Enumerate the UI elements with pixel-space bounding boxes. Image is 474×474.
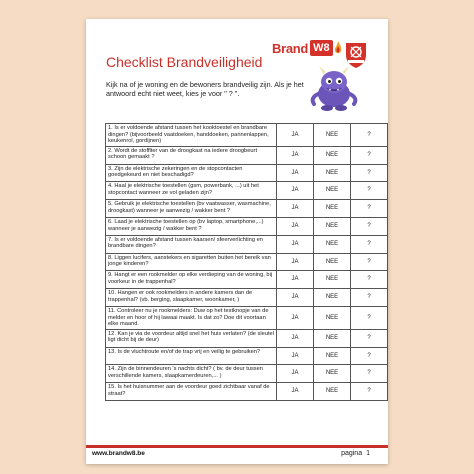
- question-text: 10. Hangen er ook rookmelders in andere kamers dan de trappenhal? (vb. berging, slaapkamer, woonkamer, ): [106, 289, 277, 307]
- checklist-table: [105, 123, 388, 401]
- answer-nee-cell[interactable]: NEE: [314, 164, 351, 182]
- question-text: 11. Controleer nu je rookmelders: Duw op het testknopje van de melder en hoor of hij lawaai maakt. Is dat zo? Doe dit voortaan elke maand.: [106, 306, 277, 329]
- answer-unknown-cell[interactable]: ?: [351, 182, 388, 200]
- question-text: 3. Zijn de elektrische zekeringen en de stopcontacten goedgekeurd en niet beschadigd?: [106, 164, 277, 182]
- answer-nee-cell[interactable]: NEE: [314, 365, 351, 383]
- answer-ja-cell[interactable]: JA: [277, 217, 314, 235]
- page-number: [337, 450, 370, 457]
- page-number-value: 1: [366, 450, 370, 457]
- answer-ja-cell[interactable]: JA: [277, 365, 314, 383]
- answer-ja-cell[interactable]: JA: [277, 271, 314, 289]
- question-text: 4. Haal je elektrische toestellen (gsm, powerbank, ...) uit het stopcontact wanneer ze vol geladen zijn?: [106, 182, 277, 200]
- question-text: 5. Gebruik je elektrische toestellen (bv vaatwasser, wasmachine, droogkast) wanneer je aanwezig / wakker bent ?: [106, 200, 277, 218]
- question-text: 1. Is er voldoende afstand tussen het kooktoestel en brandbare dingen? (bijvoorbeeld vaatdoeken, handdoeken, pannenlappen, keukenrol, gordijnen): [106, 124, 277, 147]
- logo-brand-text: Brand: [272, 40, 309, 56]
- table-row: [106, 235, 388, 253]
- answer-unknown-cell[interactable]: ?: [351, 329, 388, 347]
- answer-nee-cell[interactable]: NEE: [314, 200, 351, 218]
- answer-ja-cell[interactable]: JA: [277, 289, 314, 307]
- answer-nee-cell[interactable]: NEE: [314, 235, 351, 253]
- answer-nee-cell[interactable]: NEE: [314, 124, 351, 147]
- question-text: 15. Is het huisnummer aan de voordeur goed zichtbaar vanaf de straat?: [106, 383, 277, 401]
- table-row: [106, 306, 388, 329]
- question-text: 9. Hangt er een rookmelder op elke verdieping van de woning, bij voorkeur in de trappenhal?: [106, 271, 277, 289]
- intro-text: Kijk na of je woning en de bewoners brandveilig zijn. Als je het antwoord echt niet weet, kies je voor " ? ".: [106, 80, 304, 98]
- answer-ja-cell[interactable]: JA: [277, 164, 314, 182]
- table-row: [106, 124, 388, 147]
- question-text: 13. Is de vluchtroute en/of de trap vrij en veilig te gebruiken?: [106, 347, 277, 365]
- flame-icon: [334, 41, 342, 55]
- answer-unknown-cell[interactable]: ?: [351, 217, 388, 235]
- answer-unknown-cell[interactable]: ?: [351, 164, 388, 182]
- table-row: [106, 253, 388, 271]
- table-row: [106, 271, 388, 289]
- answer-ja-cell[interactable]: JA: [277, 347, 314, 365]
- page-title: Checklist Brandveiligheid: [106, 54, 263, 70]
- answer-ja-cell[interactable]: JA: [277, 200, 314, 218]
- answer-ja-cell[interactable]: JA: [277, 329, 314, 347]
- answer-unknown-cell[interactable]: ?: [351, 365, 388, 383]
- answer-nee-cell[interactable]: NEE: [314, 146, 351, 164]
- question-text: 7. Is er voldoende afstand tussen kaarsen/ sfeerverlichting en brandbare dingen?: [106, 235, 277, 253]
- website-link[interactable]: www.brandw8.be: [92, 450, 145, 457]
- table-row: [106, 200, 388, 218]
- answer-ja-cell[interactable]: JA: [277, 124, 314, 147]
- answer-ja-cell[interactable]: JA: [277, 306, 314, 329]
- question-text: 12. Kan je via de voordeur altijd snel het huis verlaten? (de sleutel ligt dicht bij de deur): [106, 329, 277, 347]
- table-row: [106, 182, 388, 200]
- purple-monster-icon: [308, 64, 360, 112]
- page-label: pagina: [341, 450, 363, 457]
- answer-nee-cell[interactable]: NEE: [314, 182, 351, 200]
- answer-nee-cell[interactable]: NEE: [314, 347, 351, 365]
- answer-nee-cell[interactable]: NEE: [314, 329, 351, 347]
- answer-nee-cell[interactable]: NEE: [314, 271, 351, 289]
- answer-unknown-cell[interactable]: ?: [351, 306, 388, 329]
- answer-unknown-cell[interactable]: ?: [351, 347, 388, 365]
- answer-unknown-cell[interactable]: ?: [351, 124, 388, 147]
- answer-unknown-cell[interactable]: ?: [351, 289, 388, 307]
- brandw8-logo: [272, 37, 342, 59]
- question-text: 8. Liggen lucifers, aanstekers en sigaretten buiten het bereik van jonge kinderen?: [106, 253, 277, 271]
- answer-nee-cell[interactable]: NEE: [314, 289, 351, 307]
- table-row: [106, 146, 388, 164]
- logo-badge: W8: [310, 40, 333, 56]
- answer-nee-cell[interactable]: NEE: [314, 306, 351, 329]
- question-text: 2. Wordt de stofflter van de droogkast na iedere droogbeurt schoon gemaakt ?: [106, 146, 277, 164]
- answer-ja-cell[interactable]: JA: [277, 146, 314, 164]
- answer-unknown-cell[interactable]: ?: [351, 146, 388, 164]
- answer-unknown-cell[interactable]: ?: [351, 200, 388, 218]
- table-row: [106, 217, 388, 235]
- answer-unknown-cell[interactable]: ?: [351, 235, 388, 253]
- question-text: 6. Laad je elektrische toestellen op (bv laptop, smartphone,...) wanneer je aanwezig / wakker bent ?: [106, 217, 277, 235]
- answer-unknown-cell[interactable]: ?: [351, 383, 388, 401]
- answer-ja-cell[interactable]: JA: [277, 253, 314, 271]
- answer-ja-cell[interactable]: JA: [277, 235, 314, 253]
- answer-nee-cell[interactable]: NEE: [314, 217, 351, 235]
- answer-ja-cell[interactable]: JA: [277, 383, 314, 401]
- footer-bar: [86, 445, 388, 448]
- table-row: [106, 383, 388, 401]
- table-row: [106, 347, 388, 365]
- answer-unknown-cell[interactable]: ?: [351, 253, 388, 271]
- answer-ja-cell[interactable]: JA: [277, 182, 314, 200]
- checklist-page: [86, 19, 388, 464]
- table-row: [106, 164, 388, 182]
- table-row: [106, 289, 388, 307]
- answer-nee-cell[interactable]: NEE: [314, 383, 351, 401]
- table-row: [106, 365, 388, 383]
- table-row: [106, 329, 388, 347]
- answer-unknown-cell[interactable]: ?: [351, 271, 388, 289]
- question-text: 14. Zijn de binnendeuren 's nachts dicht? ( bv. de deur tussen verschillende kamers, slaapkamerdeuren,... ): [106, 365, 277, 383]
- answer-nee-cell[interactable]: NEE: [314, 253, 351, 271]
